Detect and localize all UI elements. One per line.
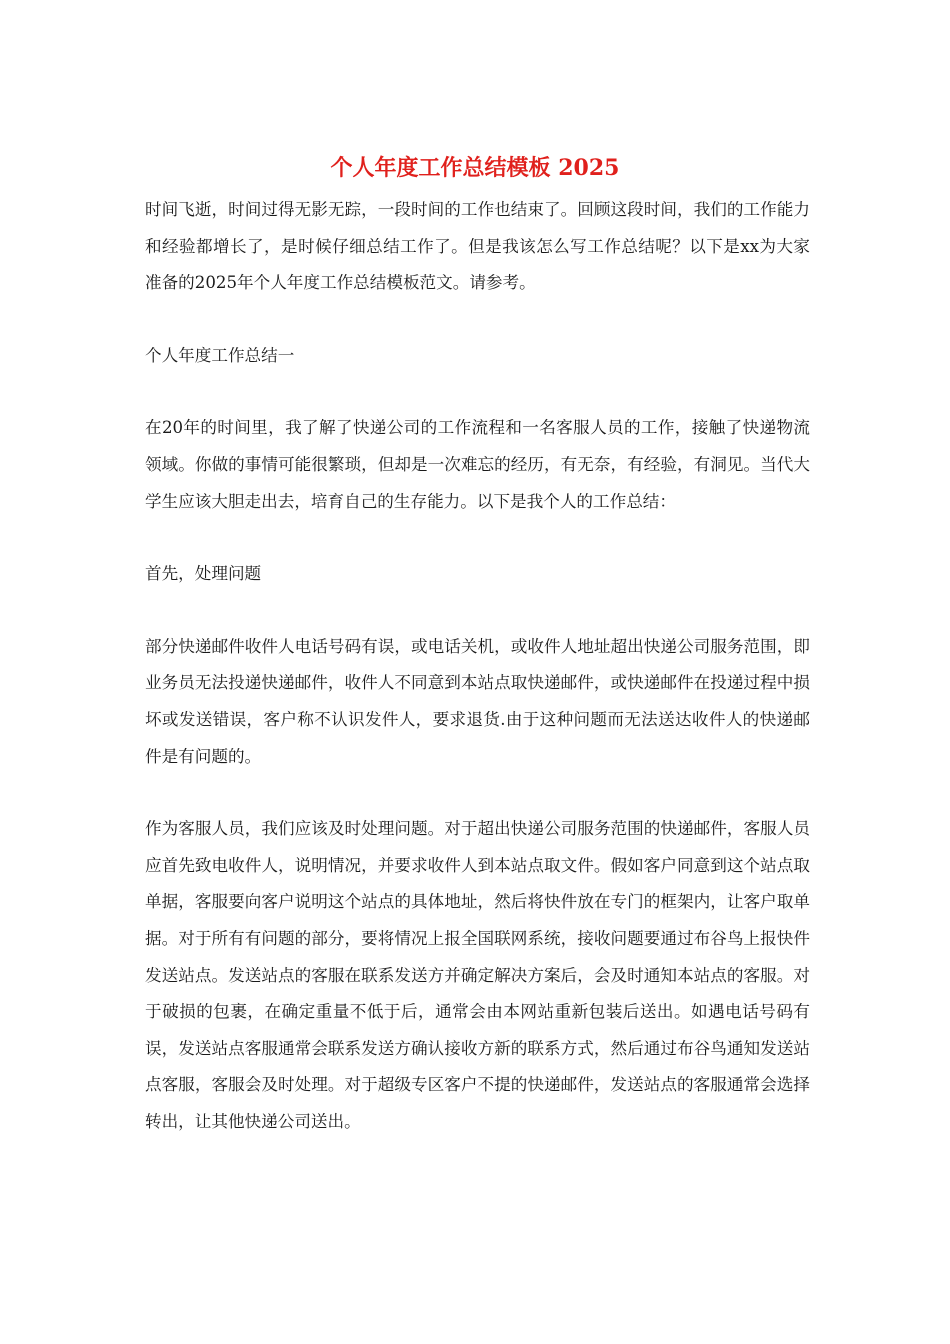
intro-paragraph: 时间飞逝，时间过得无影无踪，一段时间的工作也结束了。回顾这段时间，我们的工作能力和经验都增长了，是时候仔细总结工作了。但是我该怎么写工作总结呢？以下是xx为大家准备的2025年个人年度工作总结模板范文。请参考。 <box>145 200 810 293</box>
document-title: 个人年度工作总结模板 2025 <box>330 155 620 181</box>
body-paragraph: 部分快递邮件收件人电话号码有误，或电话关机，或收件人地址超出快递公司服务范围，即业务员无法投递快递邮件，收件人不同意到本站点取快递邮件，或快递邮件在投递过程中损坏或发送错误，客户称不认识发件人，要求退货.由于这种问题而无法送达收件人的快递邮件是有问题的。 <box>145 636 810 766</box>
document-body <box>145 192 810 1176</box>
section-heading: 个人年度工作总结一 <box>145 345 295 365</box>
subsection-heading: 首先，处理问题 <box>145 564 262 584</box>
body-paragraph: 在20年的时间里，我了解了快递公司的工作流程和一名客服人员的工作，接触了快递物流领域。你做的事情可能很繁琐，但却是一次难忘的经历，有无奈，有经验，有洞见。当代大学生应该大胆走出去，培育自己的生存能力。以下是我个人的工作总结： <box>145 418 810 511</box>
body-paragraph: 作为客服人员，我们应该及时处理问题。对于超出快递公司服务范围的快递邮件，客服人员应首先致电收件人，说明情况，并要求收件人到本站点取文件。假如客户同意到这个站点取单据，客服要向客户说明这个站点的具体地址，然后将快件放在专门的框架内，让客户取单据。对于所有有问题的部分，要将情况上报全国联网系统，接收问题要通过布谷鸟上报快件发送站点。发送站点的客服在联系发送方并确定解决方案后，会及时通知本站点的客服。对于破损的包裹，在确定重量不低于后，通常会由本网站重新包装后送出。如遇电话号码有误，发送站点客服通常会联系发送方确认接收方新的联系方式，然后通过布谷鸟通知发送站点客服，客服会及时处理。对于超级专区客户不提的快递邮件，发送站点的客服通常会选择转出，让其他快递公司送出。 <box>145 819 810 1131</box>
